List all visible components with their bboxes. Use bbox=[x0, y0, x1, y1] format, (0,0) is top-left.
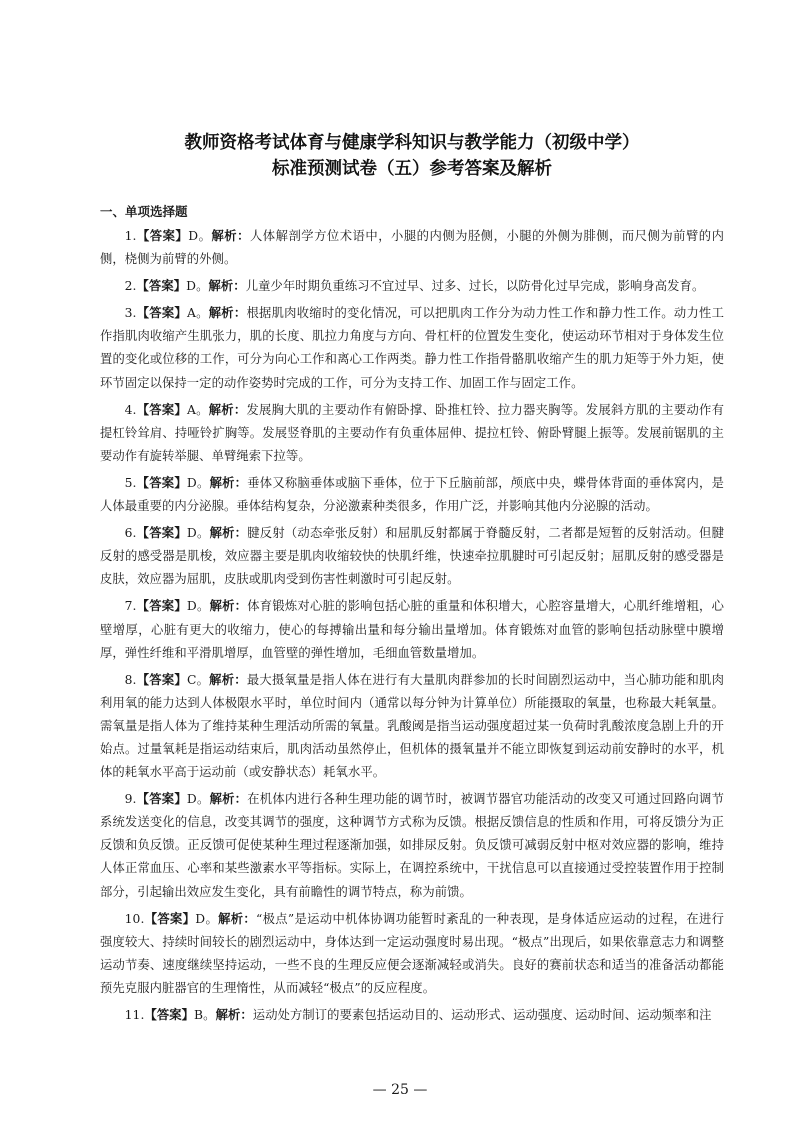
answer-value: D。 bbox=[188, 229, 212, 243]
analysis-text: 根据肌肉收缩时的变化情况，可以把肌肉工作分为动力性工作和静力性工作。动力性工作指肌肉收缩产生肌张力，肌的长度、肌拉力角度与方向、骨杠杆的位置发生变化，使运动环节相对于身体发生位置的变化或位移的工作，可分为向心工作和离心工作两类。静力性工作指骨骼肌收缩产生的肌力矩等于外力矩，使环节固定以保持一定的动作姿势时完成的工作，可分为支持工作、加固工作与固定工作。 bbox=[100, 306, 724, 390]
analysis-label: 解析： bbox=[209, 792, 248, 807]
analysis-label: 解析： bbox=[209, 672, 247, 687]
title-line-1: 教师资格考试体育与健康学科知识与教学能力（初级中学） bbox=[184, 133, 640, 153]
title-line-2: 标准预测试卷（五）参考答案及解析 bbox=[272, 159, 552, 179]
analysis-label: 解析： bbox=[218, 911, 257, 926]
answer-value: D。 bbox=[195, 911, 219, 926]
question-item bbox=[100, 302, 724, 394]
question-number: 3. bbox=[124, 306, 137, 321]
answer-value: D。 bbox=[186, 475, 210, 490]
question-item bbox=[100, 472, 724, 518]
analysis-text: 最大摄氧量是指人体在进行有大量肌肉群参加的长时间剧烈运动中，当心肺功能和肌肉利用氧的能力达到人体极限水平时，单位时间内（通常以每分钟为计算单位）所能摄取的氧量，也称最大耗氧量。需氧量是指人体为了维持某种生理活动所需的氧量。乳酸阈是指当运动强度超过某一负荷时乳酸浓度急剧上升的开始点。过量氧耗是指运动结束后，肌肉活动虽然停止，但机体的摄氧量并不能立即恢复到运动前安静时的水平，机体的耗氧水平高于运动前（或安静状态）耗氧水平。 bbox=[100, 672, 724, 780]
analysis-text: 人体解剖学方位术语中，小腿的内侧为胫侧，小腿的外侧为腓侧，而尺侧为前臂的内侧，桡侧为前臂的外侧。 bbox=[100, 229, 725, 267]
question-item bbox=[100, 399, 724, 468]
analysis-label: 解析： bbox=[215, 1008, 253, 1022]
analysis-label: 解析： bbox=[208, 279, 246, 294]
analysis-text: 运动处方制订的要素包括运动目的、运动形式、运动强度、运动时间、运动频率和注 bbox=[252, 1008, 712, 1022]
answer-label: 【答案】 bbox=[136, 402, 187, 417]
answer-label: 【答案】 bbox=[136, 526, 187, 541]
answer-value: A。 bbox=[187, 306, 209, 321]
answer-value: D。 bbox=[186, 792, 210, 807]
question-number: 6. bbox=[124, 526, 137, 541]
page-number: — 25 — bbox=[372, 1082, 428, 1098]
analysis-label: 解析： bbox=[209, 599, 248, 614]
question-item bbox=[100, 1004, 724, 1027]
question-number: 1. bbox=[124, 229, 137, 243]
question-item bbox=[100, 522, 724, 591]
analysis-text: 腱反射（动态牵张反射）和屈肌反射都属于脊髓反射，二者都是短暂的反射活动。但腱反射的感受器是肌梭，效应器主要是肌肉收缩较快的快肌纤维，快速牵拉肌腱时可引起反射；屈肌反射的感受器是皮肤，效应器为屈肌，皮肤或肌肉受到伤害性刺激时可引起反射。 bbox=[100, 526, 724, 587]
answer-label: 【答案】 bbox=[136, 599, 187, 614]
question-item bbox=[100, 275, 724, 298]
question-number: 4. bbox=[124, 402, 137, 417]
question-item bbox=[100, 595, 724, 664]
analysis-text: 垂体又称脑垂体或脑下垂体，位于下丘脑前部，颅底中央，蝶骨体背面的垂体窝内，是人体最重要的内分泌腺。垂体结构复杂，分泌激素种类很多，作用广泛，并影响其他内分泌腺的活动。 bbox=[100, 475, 724, 514]
analysis-label: 解析： bbox=[209, 526, 248, 541]
analysis-text: 儿童少年时期负重练习不宜过早、过多、过长，以防骨化过早完成，影响身高发育。 bbox=[245, 279, 705, 294]
section-heading: 一、单项选择题 bbox=[100, 204, 188, 219]
question-number: 7. bbox=[124, 599, 137, 614]
answer-value: D。 bbox=[186, 599, 210, 614]
answer-label: 【答案】 bbox=[144, 1008, 195, 1022]
analysis-text: “极点”是运动中机体协调功能暂时紊乱的一种表现，是身体适应运动的过程，在进行强度较大、持续时间较长的剧烈运动中，身体达到一定运动强度时易出现。“极点”出现后，如果依靠意志力和调整运动节奏、速度继续坚持运动，一些不良的生理反应便会逐渐减轻或消失。良好的赛前状态和适当的准备活动都能预先克服内脏器官的生理惰性，从而减轻“极点”的反应程度。 bbox=[100, 911, 724, 995]
question-item bbox=[100, 908, 724, 1000]
answer-label: 【答案】 bbox=[144, 911, 196, 926]
question-number: 10. bbox=[124, 911, 145, 926]
analysis-text: 在机体内进行各种生理功能的调节时，被调节器官功能活动的改变又可通过回路向调节系统发送变化的信息，改变其调节的强度，这种调节方式称为反馈。根据反馈信息的性质和作用，可将反馈分为正反馈和负反馈。正反馈可促使某种生理过程逐渐加强，如排尿反射。负反馈可减弱反射中枢对效应器的影响，维持人体正常血压、心率和某些激素水平等指标。实际上，在调控系统中，干扰信息可以直接通过受控装置作用于控制部分，引起输出效应发生变化，具有前瞻性的调节特点，称为前馈。 bbox=[100, 792, 724, 899]
analysis-text: 体育锻炼对心脏的影响包括心脏的重量和体积增大，心腔容量增大，心肌纤维增粗，心壁增厚，心脏有更大的收缩力，使心的每搏输出量和每分输出量增加。体育锻炼对血管的影响包括动脉壁中膜增厚，弹性纤维和平滑肌增厚，血管壁的弹性增加，毛细血管数量增加。 bbox=[100, 599, 724, 660]
question-item bbox=[100, 788, 724, 903]
analysis-label: 解析： bbox=[209, 475, 248, 490]
question-number: 5. bbox=[124, 475, 137, 490]
question-number: 11. bbox=[124, 1008, 145, 1022]
answer-value: A。 bbox=[187, 402, 209, 417]
answer-value: B。 bbox=[194, 1008, 216, 1022]
answer-label: 【答案】 bbox=[136, 792, 187, 807]
answer-label: 【答案】 bbox=[136, 279, 187, 294]
answer-value: C。 bbox=[186, 672, 210, 687]
answer-value: D。 bbox=[186, 526, 210, 541]
answer-label: 【答案】 bbox=[136, 306, 187, 321]
question-number: 2. bbox=[124, 279, 137, 294]
question-number: 9. bbox=[124, 792, 137, 807]
question-list bbox=[100, 225, 724, 1027]
analysis-text: 发展胸大肌的主要动作有俯卧撑、卧推杠铃、拉力器夹胸等。发展斜方肌的主要动作有提杠铃耸肩、持哑铃扩胸等。发展竖脊肌的主要动作有负重体屈伸、提拉杠铃、俯卧臂腿上振等。发展前锯肌的主要动作有旋转举腿、单臂绳索下拉等。 bbox=[100, 402, 724, 463]
answer-label: 【答案】 bbox=[136, 672, 187, 687]
document-page bbox=[100, 130, 724, 1027]
answer-label: 【答案】 bbox=[136, 475, 187, 490]
answer-label: 【答案】 bbox=[136, 229, 189, 243]
question-number: 8. bbox=[124, 672, 137, 687]
analysis-label: 解析： bbox=[211, 229, 250, 243]
question-item bbox=[100, 225, 724, 271]
analysis-label: 解析： bbox=[208, 402, 247, 417]
answer-value: D。 bbox=[186, 279, 209, 294]
analysis-label: 解析： bbox=[208, 306, 247, 321]
question-item bbox=[100, 669, 724, 784]
